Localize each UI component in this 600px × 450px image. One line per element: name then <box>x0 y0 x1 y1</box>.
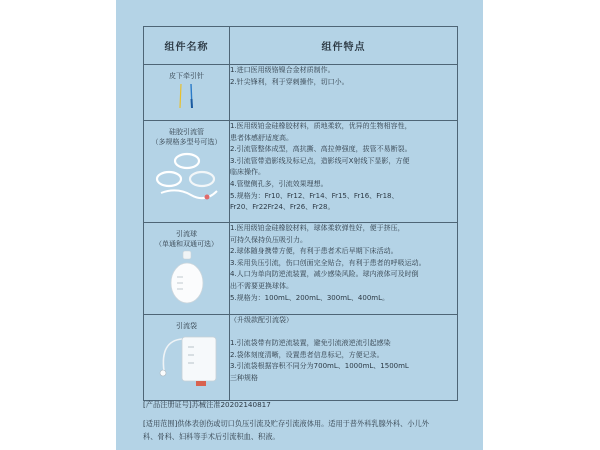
component-name: 皮下牵引针 <box>169 72 204 80</box>
drainage-bag-image <box>152 331 222 393</box>
silicone-drainage-tube-image <box>147 147 227 207</box>
component-name: 硅胶引流管 （多规格多型号可选） <box>151 128 222 146</box>
table-row <box>144 315 458 401</box>
table-row <box>144 65 458 121</box>
header-component-name: 组件名称 <box>144 27 230 65</box>
scope-of-use: [适用范围]供体表创伤或切口负压引流及贮存引流液体用。适用于普外科乳腺外科、小儿外 科、骨科、妇科等手术后引流积血、积液。 <box>143 419 429 441</box>
header-component-features: 组件特点 <box>230 27 458 65</box>
component-cell <box>144 315 230 401</box>
component-features: 1.医用级铂金硅橡胶材料，质地柔软，优异的生物相容性， 患者体感舒适度高。 2.引流管整体成型，高抗撕、高拉伸强度，拔管不易断裂。 3.引流管带造影线及标记点，造影线可X射线下显影，方便 临床操作。 4.管壁侧孔多，引流效果理想。 5.规格为：Fr10、Fr12、Fr14、Fr15、Fr16、Fr18、 Fr20、Fr22Fr24、Fr26、Fr28。 <box>230 121 458 223</box>
traction-needle-image <box>167 81 207 111</box>
table-row <box>144 121 458 223</box>
component-cell <box>144 121 230 223</box>
component-features: （升级款配引流袋） 1.引流袋带有防逆流装置，避免引流液逆流引起感染 2.袋体刻度清晰，设置患者信息标记，方便记录。 3.引流袋根据容积不同分为700mL、1000mL、1500mL 三种规格 <box>230 315 458 401</box>
product-spec-card <box>116 0 483 450</box>
drainage-bulb-image <box>167 249 207 307</box>
component-features: 1.进口医用级铬镍合金材质制作。 2.针尖锋利，利于穿刺操作，切口小。 <box>230 65 458 121</box>
table-row <box>144 223 458 315</box>
component-cell <box>144 223 230 315</box>
component-name: 引流球 （单通和双通可选） <box>155 230 218 248</box>
component-name: 引流袋 <box>176 322 197 330</box>
table-header-row <box>144 27 458 65</box>
component-spec-table <box>143 26 458 401</box>
component-cell <box>144 65 230 121</box>
registration-number: [产品注册证号]苏械注准20202140817 <box>143 400 271 409</box>
component-features: 1.医用级铂金硅橡胶材料，球体柔软弹性好，便于挤压， 可持久保持负压吸引力。 2.球体随身携带方便，有利于患者术后早期下床活动。 3.采用负压引流，伤口创面完全贴合，有利于患者的呼吸运动。 4.人口为单向防逆流装置，减少感染风险。球内液体可及时倒 出不需要更换球体。 5.规格为：100mL、200mL、300mL、400mL。 <box>230 223 458 315</box>
